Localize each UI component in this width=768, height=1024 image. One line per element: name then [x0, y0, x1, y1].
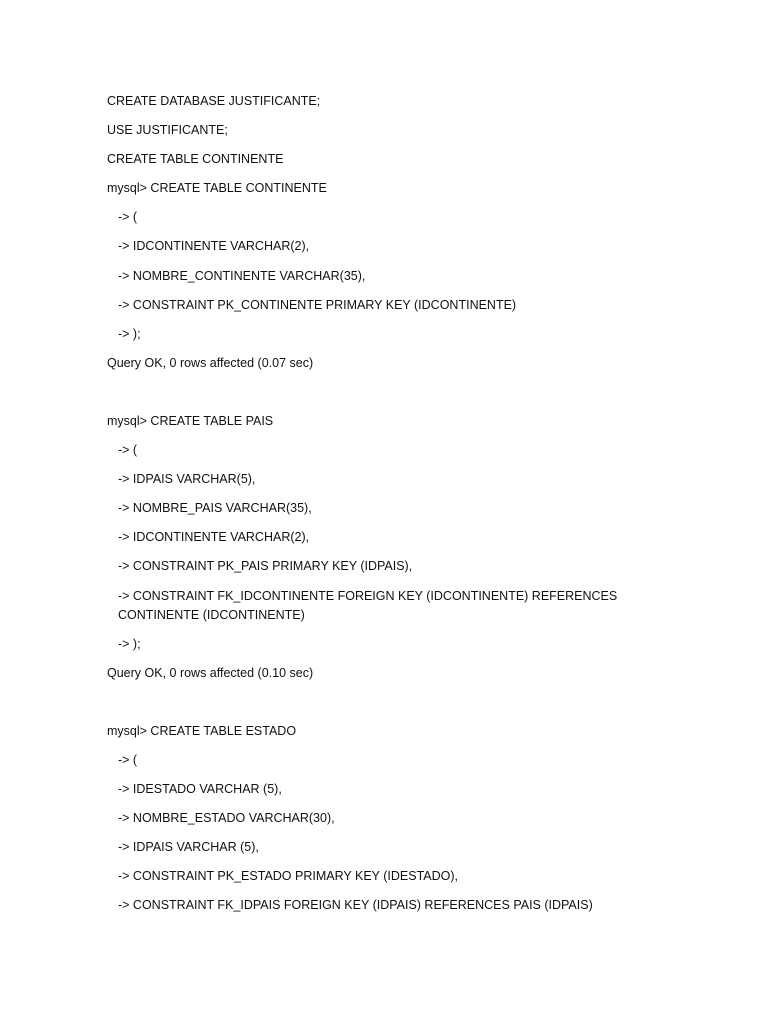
sql-line: -> NOMBRE_PAIS VARCHAR(35), — [118, 501, 312, 516]
sql-line: -> ); — [118, 636, 141, 651]
sql-line: -> CONSTRAINT PK_CONTINENTE PRIMARY KEY (IDCONTINENTE) — [118, 297, 517, 312]
sql-line: -> ( — [118, 752, 138, 767]
sql-line: mysql> CREATE TABLE PAIS — [107, 413, 274, 428]
sql-line: -> ( — [118, 210, 138, 225]
sql-line: CREATE TABLE CONTINENTE — [107, 152, 284, 167]
sql-line: -> IDPAIS VARCHAR(5), — [118, 472, 256, 487]
sql-line: -> ( — [118, 443, 138, 458]
sql-line: -> IDESTADO VARCHAR (5), — [118, 781, 282, 796]
sql-line: -> IDCONTINENTE VARCHAR(2), — [118, 530, 310, 545]
sql-line: -> IDPAIS VARCHAR (5), — [118, 840, 259, 855]
sql-line: -> NOMBRE_CONTINENTE VARCHAR(35), — [118, 268, 366, 283]
query-result: Query OK, 0 rows affected (0.10 sec) — [107, 665, 314, 680]
sql-line: USE JUSTIFICANTE; — [107, 123, 228, 138]
sql-line: CREATE DATABASE JUSTIFICANTE; — [107, 94, 321, 108]
sql-line: -> CONSTRAINT FK_IDPAIS FOREIGN KEY (IDPAIS) REFERENCES PAIS (IDPAIS) — [118, 898, 593, 913]
sql-line-wrapped: -> CONSTRAINT FK_IDCONTINENTE FOREIGN KEY (IDCONTINENTE) REFERENCES CONTINENTE (IDCONTINENTE) — [118, 588, 618, 622]
query-result: Query OK, 0 rows affected (0.07 sec) — [107, 355, 314, 370]
sql-line: -> IDCONTINENTE VARCHAR(2), — [118, 239, 310, 254]
sql-line: mysql> CREATE TABLE CONTINENTE — [107, 181, 327, 196]
paragraph-gap — [107, 383, 667, 412]
sql-line: -> CONSTRAINT PK_PAIS PRIMARY KEY (IDPAIS), — [118, 559, 413, 574]
sql-line: -> CONSTRAINT PK_ESTADO PRIMARY KEY (IDESTADO), — [118, 869, 459, 884]
sql-line: -> NOMBRE_ESTADO VARCHAR(30), — [118, 810, 335, 825]
sql-line: mysql> CREATE TABLE ESTADO — [107, 723, 297, 738]
paragraph-gap — [107, 693, 667, 722]
sql-listing — [107, 92, 667, 925]
sql-line: -> ); — [118, 326, 141, 341]
